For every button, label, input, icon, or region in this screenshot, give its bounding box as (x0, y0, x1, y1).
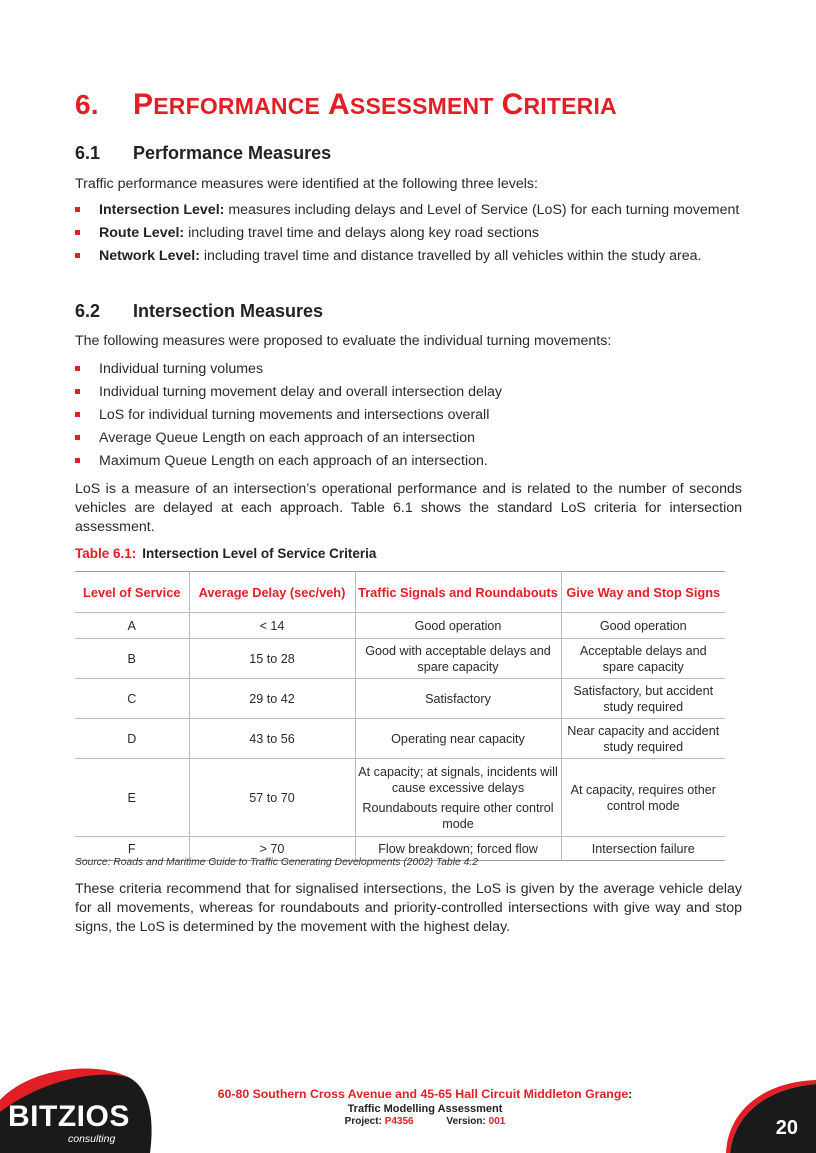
footer-document-title: Traffic Modelling Assessment (347, 1103, 503, 1115)
table-row (75, 759, 725, 837)
bullet-label: Route Level: (99, 225, 185, 241)
list-item (75, 429, 742, 448)
bullet-square-icon (75, 458, 80, 463)
company-logo-subtitle: consulting (68, 1133, 116, 1145)
bullet-square-icon (75, 230, 80, 235)
bullet-label: Network Level: (99, 248, 200, 264)
version-value: 001 (488, 1116, 506, 1127)
bullet-text: Maximum Queue Length on each approach of an intersection. (99, 453, 488, 469)
list-item (75, 452, 742, 471)
bullet-square-icon (75, 366, 80, 371)
bullet-text: Individual turning movement delay and overall intersection delay (99, 384, 502, 400)
table-row (75, 639, 725, 679)
table-cell: Flow breakdown; forced flow (355, 837, 561, 861)
table-cell: Operating near capacity (355, 719, 561, 759)
table-row (75, 613, 725, 639)
table-cell: 43 to 56 (189, 719, 355, 759)
chapter-heading (75, 88, 617, 122)
list-item (75, 224, 742, 243)
bullet-text: including travel time and delays along key road sections (184, 225, 540, 241)
section-6-1-heading (75, 143, 331, 164)
los-paragraph: LoS is a measure of an intersection’s operational performance and is related to the number of seconds vehicles are delayed at each approach. Table 6.1 shows the standard LoS criteria for intersection assessment. (75, 481, 742, 535)
footer-project-info (150, 1116, 700, 1127)
list-item (75, 406, 742, 425)
table-row (75, 679, 725, 719)
heading-initial-p: P (133, 88, 154, 121)
table-cell: E (75, 759, 189, 837)
table-cell: Satisfactory, but accident study required (561, 679, 725, 719)
cell-text: At capacity; at signals, incidents will cause excessive delays (358, 764, 558, 795)
company-logo-name: BITZIOS (8, 1100, 130, 1133)
section-6-1-number: 6.1 (75, 143, 101, 163)
heading-word-assessment: SSESSMENT (349, 93, 494, 119)
table-cell: B (75, 639, 189, 679)
table-cell: Acceptable delays and spare capacity (561, 639, 725, 679)
section-6-1-intro: Traffic performance measures were identified at the following three levels: (75, 176, 538, 192)
bullet-text: including travel time and distance travelled by all vehicles within the study area. (199, 248, 702, 264)
table-cell: Good operation (355, 613, 561, 639)
list-item (75, 360, 742, 379)
table-cell: F (75, 837, 189, 861)
section-6-2-title: Intersection Measures (133, 301, 324, 321)
heading-word-criteria: RITERIA (523, 93, 617, 119)
table-cell: C (75, 679, 189, 719)
table-label: Table 6.1: (75, 546, 137, 561)
bullet-text: measures including delays and Level of Service (LoS) for each turning movement (224, 202, 740, 218)
footer-address-text: 60-80 Southern Cross Avenue and 45-65 Hall Circuit Middleton Grange (217, 1087, 629, 1101)
column-header: Level of Service (75, 572, 189, 613)
footer-project-address (150, 1087, 700, 1101)
bullet-text: LoS for individual turning movements and intersections overall (99, 407, 490, 423)
table-source-note: Source: Roads and Maritime Guide to Traffic Generating Developments (2002) Table 4.2 (75, 857, 478, 868)
table-cell: > 70 (189, 837, 355, 861)
los-criteria-table (75, 571, 725, 861)
section-6-2-number: 6.2 (75, 301, 101, 321)
closing-paragraph: These criteria recommend that for signalised intersections, the LoS is given by the average vehicle delay for all movements, whereas for roundabouts and priority-controlled intersections with give way and stop signs, the LoS is determined by the movement with the highest delay. (75, 881, 742, 935)
section-6-2-heading (75, 301, 323, 322)
page-number-graphic (726, 1080, 816, 1153)
table-cell: A (75, 613, 189, 639)
version-label: Version: (446, 1116, 486, 1127)
table-row (75, 719, 725, 759)
table-cell: 57 to 70 (189, 759, 355, 837)
bullet-text: Individual turning volumes (99, 361, 264, 377)
intersection-measures-list (75, 360, 742, 475)
section-6-1-title: Performance Measures (133, 143, 332, 163)
table-cell: At capacity, requires other control mode (561, 759, 725, 837)
column-header: Average Delay (sec/veh) (189, 572, 355, 613)
bullet-label: Intersection Level: (99, 202, 225, 218)
table-cell: Good with acceptable delays and spare capacity (355, 639, 561, 679)
heading-word-performance: ERFORMANCE (153, 93, 321, 119)
list-item (75, 247, 742, 266)
heading-initial-c: C (501, 88, 524, 121)
table-cell (355, 759, 561, 837)
section-6-2-intro: The following measures were proposed to evaluate the individual turning movements: (75, 333, 612, 349)
table-cell: 15 to 28 (189, 639, 355, 679)
project-value: P4356 (384, 1116, 414, 1127)
footer-address-colon: : (628, 1087, 633, 1101)
performance-levels-list (75, 201, 742, 270)
bullet-square-icon (75, 253, 80, 258)
table-cell: Good operation (561, 613, 725, 639)
column-header: Give Way and Stop Signs (561, 572, 725, 613)
table-title: Intersection Level of Service Criteria (142, 546, 377, 561)
table-cell: < 14 (189, 613, 355, 639)
table-cell: 29 to 42 (189, 679, 355, 719)
project-label: Project: (344, 1116, 382, 1127)
bullet-square-icon (75, 207, 80, 212)
bullet-text: Average Queue Length on each approach of an intersection (99, 430, 475, 446)
page-number: 20 (775, 1117, 798, 1139)
table-caption (75, 546, 376, 561)
table-cell: Near capacity and accident study required (561, 719, 725, 759)
table-header-row (75, 572, 725, 613)
bullet-square-icon (75, 389, 80, 394)
bullet-square-icon (75, 412, 80, 417)
list-item (75, 383, 742, 402)
list-item (75, 201, 742, 220)
table-cell: Intersection failure (561, 837, 725, 861)
table-cell: D (75, 719, 189, 759)
cell-text-secondary: Roundabouts require other control mode (362, 800, 554, 831)
heading-initial-a: A (328, 88, 350, 121)
column-header: Traffic Signals and Roundabouts (355, 572, 561, 613)
table-cell: Satisfactory (355, 679, 561, 719)
bullet-square-icon (75, 435, 80, 440)
chapter-number: 6. (75, 89, 99, 120)
